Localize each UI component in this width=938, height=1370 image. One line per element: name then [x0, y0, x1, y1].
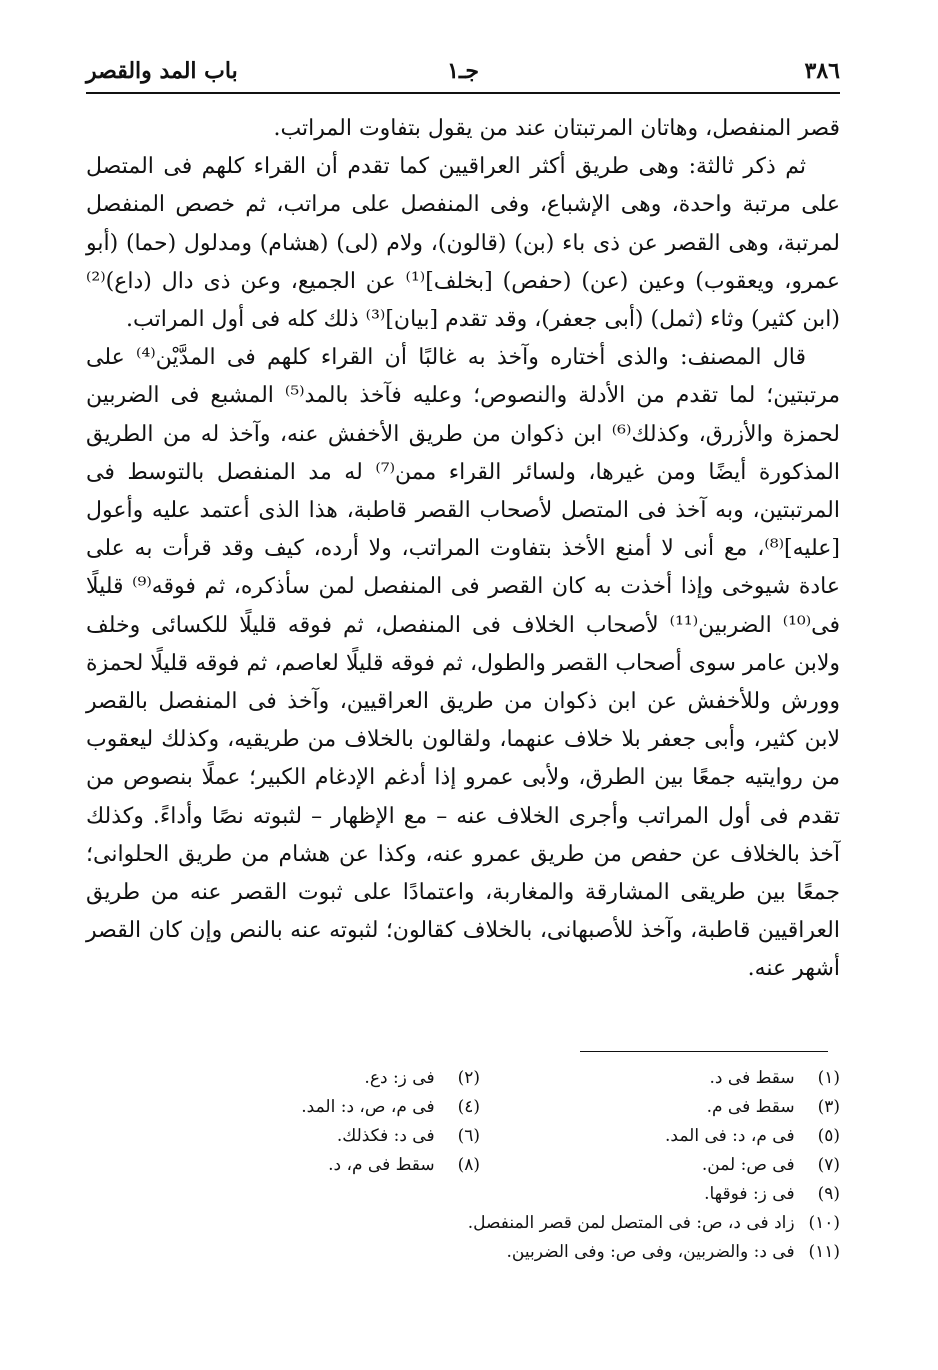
footnote-9: (٩) فى ز: فوقها.	[704, 1184, 840, 1204]
paragraph-3: قال المصنف: والذى أختاره وآخذ به غالبًا أن القراء كلهم فى المدَّيْن⁽⁴⁾ على مرتبتين؛ لما تقدم من الأدلة والنصوص؛ وعليه فآخذ بالمد⁽⁵⁾ المشبع فى الضربين لحمزة والأزرق، وكذلك⁽⁶⁾ ابن ذكوان من طريق الأخفش عنه، وآخذ له من الطريق المذكورة أيضًا ومن غيرها، ولسائر القراء ممن⁽⁷⁾ له مد المنفصل بالتوسط فى المرتبتين، وبه آخذ فى المتصل لأصحاب القصر قاطبة، هذا الذى أعتمد عليه وأعول [عليه]⁽⁸⁾، مع أنى لا أمنع الأخذ بتفاوت المراتب، ولا أرده، كيف وقد قرأت به على عادة شيوخى وإذا أخذت به كان القصر فى المنفصل لمن سأذكره، ثم فوقه⁽⁹⁾ قليلًا فى⁽¹⁰⁾ الضربين⁽¹¹⁾ لأصحاب الخلاف فى المنفصل، ثم فوقه قليلًا للكسائى وخلف ولابن عامر سوى أصحاب القصر والطول، ثم فوقه قليلًا لعاصم، ثم فوقه قليلًا لحمزة وورش وللأخفش عن ابن ذكوان من طريق العراقيين، وآخذ فى المنفصل بالقصر لابن كثير، وأبى جعفر بلا خلاف عنهما، ولقالون بالخلاف من طريقيه، وكذلك ليعقوب من روايتيه جمعًا بين الطرق، ولأبى عمرو إذا أدغم الإدغام الكبير؛ عملًا بنصوص من تقدم فى أول المراتب وأجرى الخلاف عنه – مع الإظهار – لثبوته نصًا وأداءً. وكذلك آخذ بالخلاف عن حفص من طريق عمرو عنه، وكذا عن هشام من طريق الحلوانى؛ جمعًا بين طريقى المشارقة والمغاربة، واعتمادًا على ثبوت القصر عنه من طريق العراقيين قاطبة، وآخذ للأصبهانى، بالخلاف كقالون؛ لثبوته عنه بالنص وإن كان القصر أشهر عنه.	[86, 345, 841, 982]
footnote-11: (١١) فى د: والضربين، وفى ص: وفى الضربين.	[506, 1242, 840, 1262]
footnote-row	[120, 1064, 840, 1093]
footnote-10: (١٠) زاد فى د، ص: فى المتصل لمن قصر المنفصل.	[467, 1213, 840, 1233]
paragraph-2: ثم ذكر ثالثة: وهى طريق أكثر العراقيين كما تقدم أن القراء كلهم فى المتصل على مرتبة واحدة، وهى الإشباع، وفى المنفصل على مراتب، ثم خصص المنفصل لمرتبة، وهى القصر عن ذى باء (بن) (قالون)، ولام (لى) (هشام) ومدلول (حما) (أبو عمرو، ويعقوب) وعين (عن) (حفص) [بخلف]⁽¹⁾ عن الجميع، وعن ذى دال (داع)⁽²⁾ (ابن كثير) وثاء (ثمل) (أبى جعفر)، وقد تقدم [بيان]⁽³⁾ ذلك كله فى أول المراتب.	[86, 154, 841, 333]
footnote-separator	[580, 1051, 828, 1052]
main-text	[86, 110, 840, 989]
footnote-5: (٥) فى م، د: فى المد.	[665, 1126, 840, 1146]
footnote-1: (١) سقط فى د.	[709, 1068, 840, 1088]
footnote-3: (٣) سقط فى م.	[706, 1097, 840, 1117]
header-rule	[86, 92, 840, 94]
footnote-row	[120, 1209, 840, 1238]
footnotes	[120, 1064, 840, 1267]
footnote-row	[120, 1238, 840, 1267]
footnote-row	[120, 1151, 840, 1180]
footnote-7: (٧) فى ص: لمن.	[701, 1155, 840, 1175]
running-header	[86, 52, 840, 92]
footnote-row	[120, 1122, 840, 1151]
footnote-6: (٦) فى د: فكذلك.	[336, 1126, 480, 1146]
footnote-8: (٨) سقط فى م، د.	[328, 1155, 480, 1175]
paragraph-1: قصر المنفصل، وهاتان المرتبتان عند من يقول بتفاوت المراتب.	[273, 116, 840, 141]
footnote-2: (٢) فى ز: دع.	[364, 1068, 480, 1088]
footnote-row	[120, 1180, 840, 1209]
chapter-title: باب المد والقصر	[86, 58, 238, 84]
footnote-4: (٤) فى م، ص، د: المد.	[301, 1097, 480, 1117]
footnote-row	[120, 1093, 840, 1122]
page-number: ٣٨٦	[804, 58, 840, 84]
volume-label: جـ١	[447, 58, 479, 84]
